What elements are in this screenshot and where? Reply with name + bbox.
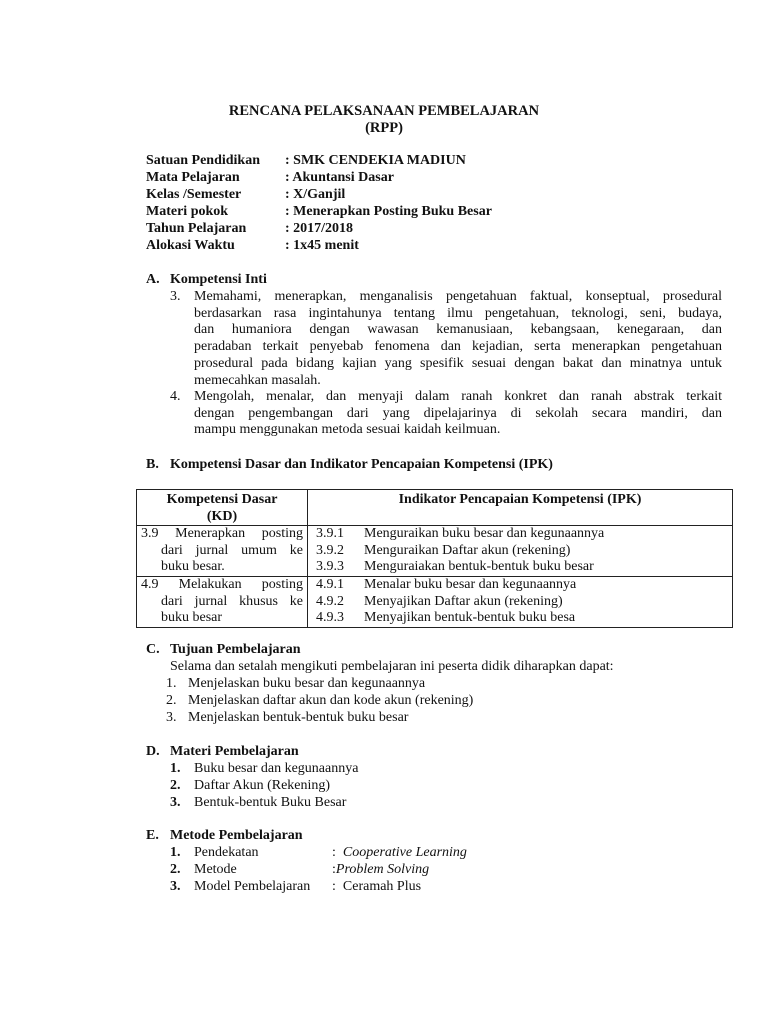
section-a-heading [146,272,267,289]
ki-4-text [194,389,722,439]
section-letter: D. [146,744,160,759]
list-item [166,676,425,693]
ipk-item [312,543,728,560]
method-sep: : [332,862,336,877]
list-text: Bentuk-bentuk Buku Besar [194,795,347,810]
info-value: : Akuntansi Dasar [285,170,394,185]
list-item [170,795,346,812]
method-value: Cooperative Learning [342,845,467,860]
ipk-item [312,559,728,576]
list-number: 2. [170,778,181,793]
ki-number: 3. [170,289,181,304]
list-number: 3. [170,795,181,810]
ipk-item [312,594,728,611]
ki-line: peradaban terkait penyebab fenomena dan kejadian, serta menerapkan pengetahuan [194,339,722,355]
ki-line: memecahkan masalah. [194,372,321,388]
info-label: Mata Pelajaran [146,170,240,185]
kd-ipk-table [136,489,733,628]
section-b-heading [146,457,553,474]
info-value: : 2017/2018 [285,221,354,236]
kd-line: 3.9 Menerapkan posting [141,526,303,542]
ki-line: prosedural pada bidang kajian yang spesifik sesuai dengan bakat dan minatnya untuk [194,355,722,371]
list-item [170,845,467,862]
info-value: : SMK CENDEKIA MADIUN [285,153,466,168]
list-number: 2. [170,862,181,877]
list-text: Menjelaskan daftar akun dan kode akun (rekening) [188,693,474,708]
method-label: Metode [194,862,237,877]
list-text: Menjelaskan bentuk-bentuk buku besar [188,710,409,725]
method-label: Pendekatan [194,845,259,860]
list-item [170,862,429,879]
section-c-heading [146,642,301,659]
ipk-item [312,577,728,594]
list-item [166,693,473,710]
doc-title: RENCANA PELAKSANAAN PEMBELAJARAN [228,103,540,119]
section-title: Materi Pembelajaran [170,744,299,759]
ipk-text: Menguraiakan bentuk-bentuk buku besar [364,559,594,575]
ipk-code: 3.9.3 [316,559,344,575]
list-item [170,761,358,778]
section-e-heading [146,828,303,845]
ipk-code: 4.9.1 [316,576,344,592]
list-number: 3. [170,879,181,894]
table-row [137,526,733,577]
list-text: Menjelaskan buku besar dan kegunaannya [188,676,426,691]
header-kd-line: Kompetensi Dasar [166,492,278,507]
ipk-code: 4.9.3 [316,610,344,626]
ki-line: Memahami, menerapkan, menganalisis pengetahuan faktual, konseptual, prosedural [194,289,722,304]
section-title: Kompetensi Inti [170,272,267,287]
method-value: Ceramah Plus [342,879,422,894]
list-text: Daftar Akun (Rekening) [194,778,331,793]
ipk-code: 3.9.2 [316,542,344,558]
ipk-text: Menguraikan Daftar akun (rekening) [364,542,571,558]
info-label: Kelas /Semester [146,187,242,202]
section-title: Metode Pembelajaran [170,828,303,843]
list-item [170,879,421,896]
ki-line: dengan pengembangan dari yang dipelajarinya di sekolah secara mandiri, dan [194,405,722,421]
list-number: 1. [170,761,181,776]
ipk-text: Menyajikan Daftar akun (rekening) [364,593,563,609]
list-item [170,778,330,795]
info-label: Tahun Pelajaran [146,221,247,236]
info-value: : 1x45 menit [285,238,359,253]
info-value: : Menerapkan Posting Buku Besar [285,204,492,219]
section-d-heading [146,744,299,761]
ipk-item [312,526,728,543]
ipk-cell [308,526,733,577]
list-number: 3. [166,710,177,725]
section-title: Kompetensi Dasar dan Indikator Pencapaian Kompetensi (IPK) [170,457,553,472]
list-number: 2. [166,693,177,708]
ipk-code: 3.9.1 [316,526,344,542]
section-letter: A. [146,272,160,287]
list-number: 1. [170,845,181,860]
tujuan-intro: Selama dan setalah mengikuti pembelajaran ini peserta didik diharapkan dapat: [170,659,614,674]
list-item [166,710,408,727]
ki-line: Mengolah, menalar, dan menyaji dalam ranah konkret dan ranah abstrak terkait [194,389,722,404]
method-label: Model Pembelajaran [194,879,311,894]
table-header-row [137,490,733,526]
method-sep: : [332,845,336,860]
method-sep: : [332,879,336,894]
section-letter: C. [146,642,160,657]
info-label: Alokasi Waktu [146,238,235,253]
list-number: 1. [166,676,177,691]
section-letter: E. [146,828,159,843]
kd-line: buku besar [161,610,223,626]
kd-cell [137,576,308,627]
method-value: Problem Solving [335,862,430,877]
info-label: Satuan Pendidikan [146,153,260,168]
ki-line: berdasarkan rasa ingintahunya tentang ilmu pengetahuan, teknologi, seni, budaya, [194,305,722,321]
table-row [137,576,733,627]
ipk-code: 4.9.2 [316,593,344,609]
list-text: Buku besar dan kegunaannya [194,761,359,776]
info-value: : X/Ganjil [285,187,346,202]
kd-line: 4.9 Melakukan posting [141,576,303,592]
ki-number: 4. [170,389,181,404]
ki-line: dan humaniora dengan wawasan kemanusiaan, kebangsaan, kenegaraan, dan [194,322,722,338]
ki-line: mampu menggunakan metoda sesuai kaidah keilmuan. [194,422,501,438]
ki-3-text [194,289,722,389]
kd-cell [137,526,308,577]
header-kd-line: (KD) [206,508,238,524]
kd-line: dari jurnal umum ke [161,542,303,558]
section-letter: B. [146,457,159,472]
kd-line: dari jurnal khusus ke [161,593,303,609]
ipk-cell [308,576,733,627]
ipk-text: Menalar buku besar dan kegunaannya [364,576,577,592]
kd-line: buku besar. [161,559,225,575]
header-ipk: Indikator Pencapaian Kompetensi (IPK) [308,490,733,526]
ipk-text: Menyajikan bentuk-bentuk buku besa [364,610,576,626]
ipk-item [312,610,728,627]
section-title: Tujuan Pembelajaran [170,642,301,657]
ipk-text: Menguraikan buku besar dan kegunaannya [364,526,605,542]
header-kd [137,490,308,526]
info-label: Materi pokok [146,204,229,219]
doc-subtitle: (RPP) [365,120,403,136]
